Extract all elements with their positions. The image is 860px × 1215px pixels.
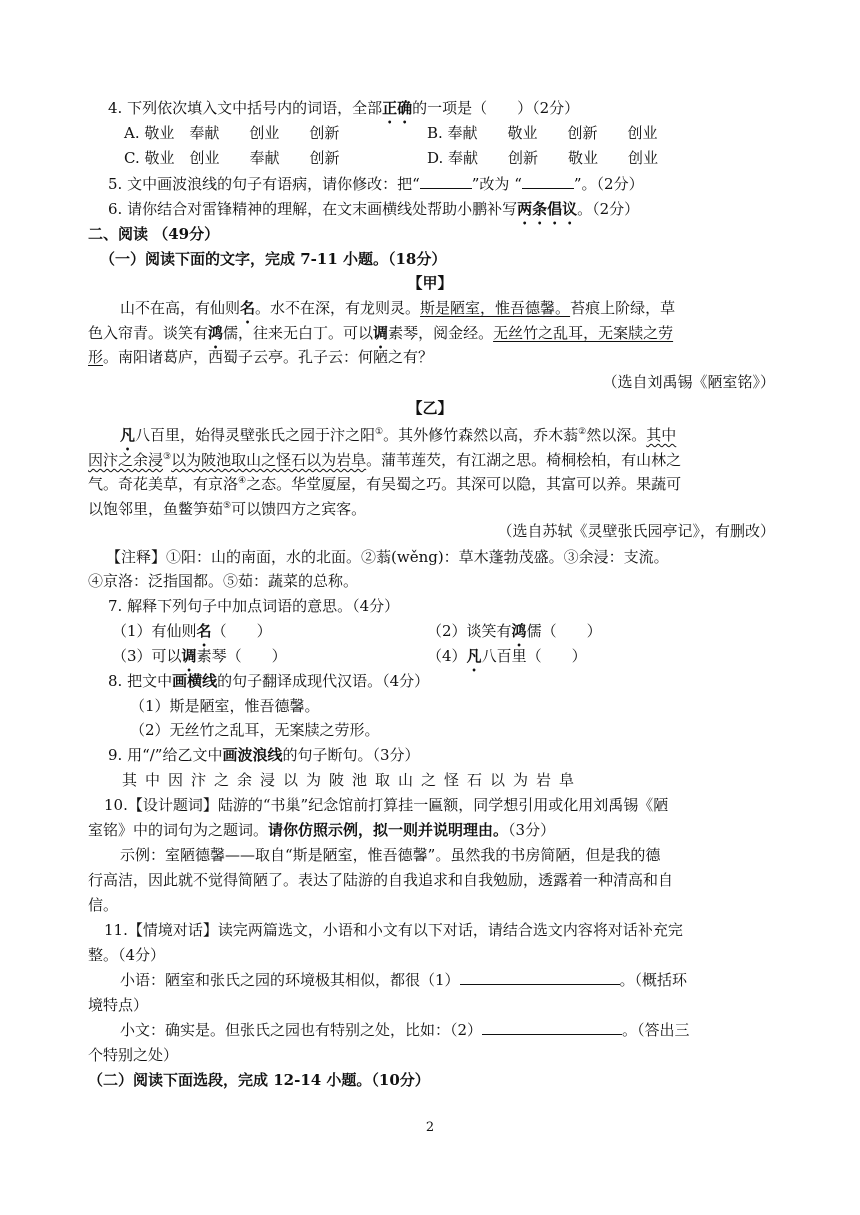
q10-example-2: 行高洁，因此就不觉得简陋了。表达了陆游的自我追求和自我勉励，透露着一种清高和自 bbox=[88, 871, 674, 889]
q10-line-1: 10.【设计题词】陆游的“书巢”纪念馆前打算挂一匾额，同学想引用或化用刘禹锡《陋 bbox=[104, 796, 669, 814]
q11-dialogue-2-tail: 个特别之处） bbox=[88, 1046, 179, 1064]
footnote-marker: ② bbox=[578, 427, 587, 437]
q8-stem bbox=[108, 669, 429, 693]
q11-answer-blank-1[interactable] bbox=[460, 970, 620, 985]
q5 bbox=[108, 172, 644, 196]
q11-text: 。（答出三 bbox=[622, 1021, 690, 1039]
q11-dialogue-1-tail: 境特点） bbox=[88, 996, 149, 1014]
q11-text: 。（概括环 bbox=[619, 971, 688, 989]
yi-title: 【乙】 bbox=[407, 399, 453, 417]
jia-underlined-sentence: 斯是陋室，惟吾德馨。 bbox=[420, 299, 571, 317]
q4-stem-emphasis: 正确 bbox=[382, 99, 413, 117]
q9-emphasis: 画波浪线 bbox=[222, 746, 283, 764]
jia-line-3 bbox=[88, 345, 433, 369]
yi-text: 然以深。 bbox=[586, 426, 647, 444]
q11-line-2: 整。（4分） bbox=[88, 946, 166, 964]
q10-line-2 bbox=[88, 818, 555, 842]
q8-item-1: （1）斯是陋室，惟吾德馨。 bbox=[130, 697, 320, 715]
q9-sentence: 其中因汴之余浸以为陂池取山之怪石以为岩阜 bbox=[122, 771, 583, 789]
q10-example-3: 信。 bbox=[88, 896, 119, 914]
q7-answer-paren: 八百里（ ） bbox=[481, 647, 587, 665]
q10-example-1: 示例：室陋德馨——取自“斯是陋室，惟吾德馨”。虽然我的书房简陋，但是我的德 bbox=[120, 846, 661, 864]
q4-stem-tail: 的一项是（ ）（2分） bbox=[412, 99, 580, 117]
footnote-marker: ① bbox=[375, 427, 384, 437]
jia-text: 苔痕上阶绿，草 bbox=[570, 299, 676, 317]
jia-underlined-sentence: 无丝竹之乱耳，无案牍之劳 bbox=[493, 324, 674, 342]
q5-text-b: ”改为 “ bbox=[471, 175, 522, 193]
jia-dotted-word: 鸿 bbox=[208, 324, 224, 342]
q5-text-c: ”。（2分） bbox=[573, 175, 644, 193]
footnote-marker: ④ bbox=[238, 476, 247, 486]
notes-line-2: ④京洛：泛指国都。⑤茹：蔬菜的总称。 bbox=[88, 572, 359, 590]
jia-text: 山不在高，有仙则 bbox=[120, 299, 241, 317]
q4-option-c: C. 敬业 创业 奉献 创新 bbox=[124, 149, 340, 167]
yi-line-4 bbox=[88, 494, 366, 521]
page-number: 2 bbox=[425, 1120, 435, 1135]
jia-underlined-sentence: 形 bbox=[88, 348, 104, 366]
q7-dotted-word: 鸿 bbox=[511, 622, 527, 640]
q7-answer-paren: （ ） bbox=[211, 622, 272, 640]
q5-text-a: 5. 文中画波浪线的句子有语病，请你修改：把“ bbox=[108, 175, 420, 193]
q11-dialogue-2 bbox=[120, 1018, 690, 1042]
q11-answer-blank-2[interactable] bbox=[482, 1020, 622, 1035]
q8-text: 8. 把文中 bbox=[108, 672, 173, 690]
yi-dotted-word: 凡 bbox=[120, 426, 136, 444]
q4-option-b: B. 奉献 敬业 创新 创业 bbox=[427, 124, 658, 142]
yi-text: 以饱邻里，鱼鳖笋茹 bbox=[88, 500, 224, 518]
q7-stem: 7. 解释下列句子中加点词语的意思。（4分） bbox=[108, 597, 400, 615]
section-reading-heading: 二、阅读 （49分） bbox=[88, 225, 220, 243]
yi-wavy-sentence: 因汴之余浸 bbox=[88, 451, 164, 469]
yi-wavy-sentence: 以为陂池取山之怪石以为岩阜 bbox=[171, 451, 367, 469]
q9-text: 9. 用“/”给乙文中 bbox=[108, 746, 223, 764]
yi-line-3 bbox=[88, 469, 681, 496]
q10-text: （3分） bbox=[508, 821, 556, 839]
jia-dotted-word: 名 bbox=[240, 299, 256, 317]
q7-text: （1）有仙则 bbox=[112, 622, 197, 640]
yi-text: 。蒲苇莲芡，有江湖之思。椅桐桧柏，有山林之 bbox=[366, 451, 682, 469]
part2-heading: （二）阅读下面选段，完成 12-14 小题。（10分） bbox=[88, 1071, 430, 1089]
yi-text: 之态。华堂厦屋，有吴蜀之巧。其深可以隐，其富可以养。果蔬可 bbox=[246, 475, 682, 493]
q6-text-b: 。（2分） bbox=[577, 200, 640, 218]
q7-item-4 bbox=[427, 644, 587, 675]
jia-dotted-word: 调 bbox=[373, 324, 389, 342]
part1-heading: （一）阅读下面的文字，完成 7-11 小题。（18分） bbox=[100, 250, 447, 268]
q8-emphasis: 画横线 bbox=[172, 672, 218, 690]
q7-answer-paren: 素琴（ ） bbox=[196, 647, 287, 665]
q7-dotted-word: 调 bbox=[181, 647, 197, 665]
yi-text: 可以馈四方之宾客。 bbox=[231, 500, 367, 518]
jia-text: 色入帘青。谈笑有 bbox=[88, 324, 209, 342]
q4-option-a: A. 敬业 奉献 创业 创新 bbox=[124, 124, 340, 142]
q7-dotted-word: 名 bbox=[196, 622, 212, 640]
yi-text: 气。奇花美草，有京洛 bbox=[88, 475, 239, 493]
q10-emphasis: 请你仿照示例，拟一则并说明理由。 bbox=[268, 821, 509, 839]
yi-text: 。其外修竹森然以高，乔木蓊 bbox=[383, 426, 579, 444]
jia-title: 【甲】 bbox=[407, 274, 453, 292]
q11-dialogue-1 bbox=[120, 968, 687, 992]
jia-text: 。南阳诸葛庐，西蜀子云亭。孔子云：何陋之有？ bbox=[103, 348, 434, 366]
q9-text: 的句子断句。（3分） bbox=[282, 746, 420, 764]
jia-text: 儒，往来无白丁。可以 bbox=[223, 324, 374, 342]
q11-line-1: 11.【情境对话】读完两篇选文，小语和小文有以下对话，请结合选文内容将对话补充完 bbox=[104, 921, 683, 939]
q8-text: 的句子翻译成现代汉语。（4分） bbox=[217, 672, 430, 690]
q5-blank-2 bbox=[522, 174, 574, 189]
q5-blank-1 bbox=[420, 174, 472, 189]
q7-text: （2）谈笑有 bbox=[427, 622, 512, 640]
notes-line-1: 【注释】①阳：山的南面，水的北面。②蓊(wěng)：草木蓬勃茂盛。③余浸：支流。 bbox=[106, 548, 669, 566]
jia-text: 素琴，阅金经。 bbox=[388, 324, 494, 342]
jia-text: 。水不在深，有龙则灵。 bbox=[255, 299, 421, 317]
q8-item-2: （2）无丝竹之乱耳，无案牍之劳形。 bbox=[130, 721, 380, 739]
jia-source: （选自刘禹锡《陋室铭》） bbox=[602, 373, 775, 391]
q7-dotted-word: 凡 bbox=[466, 647, 482, 665]
yi-text: 八百里，始得灵壁张氏之园于汴之阳 bbox=[135, 426, 376, 444]
q4-option-d: D. 奉献 创新 敬业 创业 bbox=[427, 149, 659, 167]
q4-stem-text: 4. 下列依次填入文中括号内的词语，全部 bbox=[108, 99, 383, 117]
q7-answer-paren: 儒（ ） bbox=[526, 622, 602, 640]
q6-text-a: 6. 请你结合对雷锋精神的理解，在文末画横线处帮助小鹏补写 bbox=[108, 200, 518, 218]
footnote-marker: ③ bbox=[163, 452, 172, 462]
q11-text: 小语：陋室和张氏之园的环境极其相似，都很（1） bbox=[120, 971, 460, 989]
yi-source: （选自苏轼《灵壁张氏园亭记》，有删改） bbox=[497, 522, 775, 540]
footnote-marker: ⑤ bbox=[223, 501, 232, 511]
yi-line-2 bbox=[88, 445, 681, 472]
q10-text: 室铭》中的词句为之题词。 bbox=[88, 821, 269, 839]
yi-wavy-sentence: 其中 bbox=[646, 426, 677, 444]
q7-text: （4） bbox=[427, 647, 467, 665]
q11-text: 小文：确实是。但张氏之园也有特别之处，比如：（2） bbox=[120, 1021, 483, 1039]
q6-emphasis: 两条倡议 bbox=[517, 200, 578, 218]
q7-text: （3）可以 bbox=[112, 647, 182, 665]
q9-stem bbox=[108, 743, 420, 767]
